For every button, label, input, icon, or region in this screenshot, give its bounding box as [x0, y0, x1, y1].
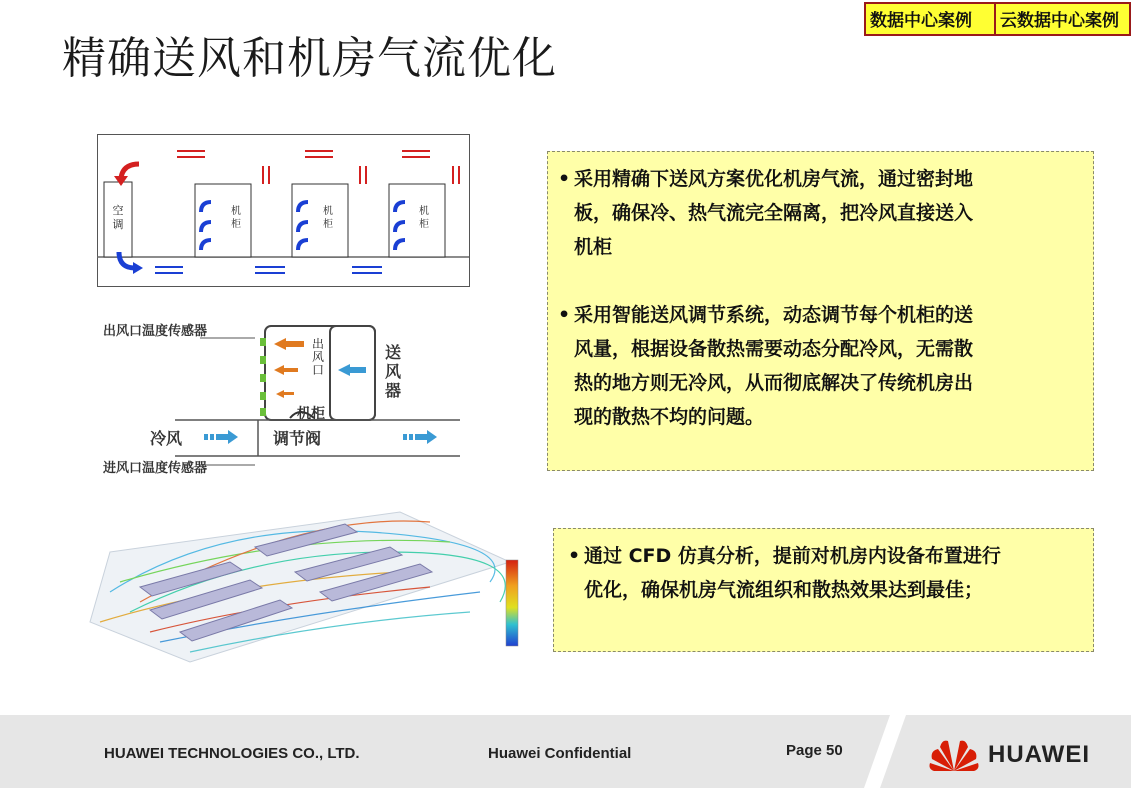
footer-slash-decoration	[850, 715, 930, 788]
outlet-label: 出风口	[312, 337, 325, 377]
bullet-cfd	[564, 539, 1085, 607]
cold-air-label: 冷风	[150, 429, 183, 448]
raised-floor-airflow-diagram	[97, 134, 471, 288]
rack-label: 机柜	[297, 406, 325, 422]
valve-label: 调节阀	[273, 429, 322, 448]
text-box-airflow	[547, 151, 1094, 471]
cfd-simulation-image	[70, 492, 530, 672]
inlet-sensor-label: 进风口温度传感器	[103, 461, 208, 476]
text-box-cfd	[553, 528, 1094, 652]
smart-air-supply-diagram	[100, 318, 470, 478]
cold-air-arrow-left	[204, 430, 238, 444]
footer-company: HUAWEI TECHNOLOGIES CO., LTD.	[104, 745, 360, 762]
rack-3-label: 机柜	[419, 206, 429, 230]
rack-2-label: 机柜	[323, 206, 333, 230]
bullet-line: 机柜	[574, 236, 613, 258]
bullet-line: 通过 CFD 仿真分析，提前对机房内设备布置进行	[584, 545, 1001, 567]
bullet-line: 优化，确保机房气流组织和散热效果达到最佳；	[584, 579, 984, 601]
rack-1-label: 机柜	[231, 206, 241, 230]
footer-bar	[0, 715, 1131, 788]
bullet-line: 采用精确下送风方案优化机房气流，通过密封地	[574, 168, 974, 190]
cold-air-arrow-right	[403, 430, 437, 444]
tag-cloud-data-center-case: 云数据中心案例	[994, 2, 1131, 36]
bullet-line: 热的地方则无冷风，从而彻底解决了传统机房出	[574, 372, 974, 394]
bullet-dot: •	[558, 168, 571, 190]
tag-data-center-case: 数据中心案例	[864, 2, 996, 36]
footer-page-number: Page 50	[786, 742, 843, 759]
bullet-precise-downflow	[554, 162, 1083, 264]
supply-fan-label: 送风器	[385, 343, 402, 400]
bullet-smart-supply	[554, 298, 1083, 434]
bullet-line: 采用智能送风调节系统，动态调节每个机柜的送	[574, 304, 974, 326]
bullet-line: 现的散热不均的问题。	[574, 406, 765, 428]
bullet-line: 板，确保冷、热气流完全隔离，把冷风直接送入	[574, 202, 974, 224]
bullet-line: 风量，根据设备散热需要动态分配冷风，无需散	[574, 338, 974, 360]
bullet-dot: •	[558, 304, 571, 326]
ac-label: 空调	[112, 204, 124, 231]
bullet-dot: •	[568, 545, 581, 567]
velocity-color-legend	[506, 560, 518, 646]
slide-title: 精确送风和机房气流优化	[62, 33, 557, 84]
supply-arrow-body	[350, 367, 366, 373]
huawei-logo-text: HUAWEI	[988, 741, 1090, 768]
outlet-sensor-label: 出风口温度传感器	[103, 324, 208, 339]
footer-confidential: Huawei Confidential	[488, 745, 632, 762]
huawei-logo-icon	[926, 735, 982, 775]
